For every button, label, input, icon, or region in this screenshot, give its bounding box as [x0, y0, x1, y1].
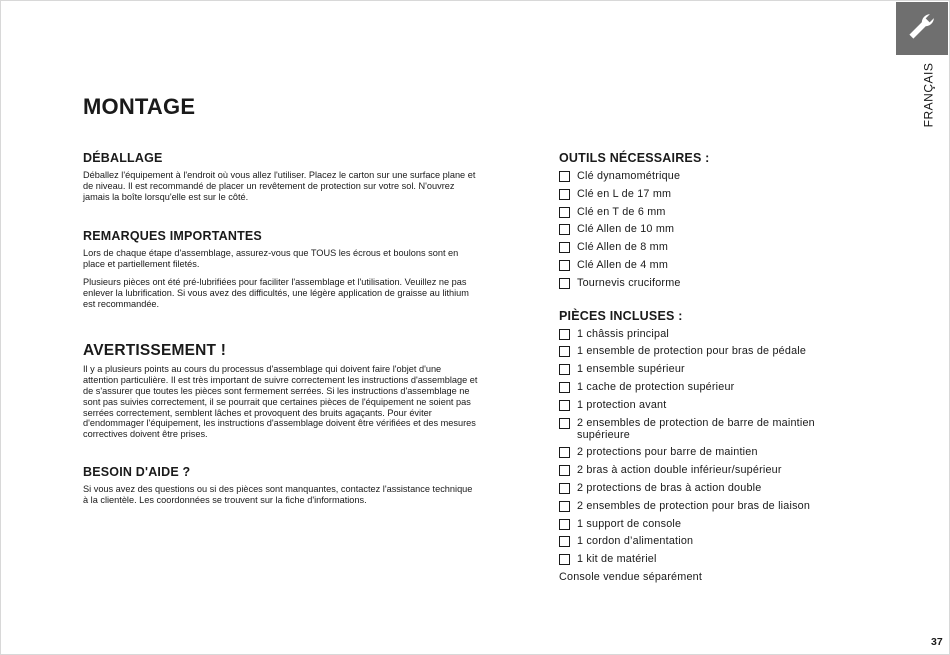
list-item — [559, 363, 859, 375]
list-item-label: 1 ensemble supérieur — [577, 363, 685, 376]
checkbox[interactable] — [559, 260, 570, 271]
checkbox[interactable] — [559, 501, 570, 512]
list-item-label: 1 cordon d’alimentation — [577, 535, 694, 548]
checkbox[interactable] — [559, 189, 570, 200]
list-item — [559, 381, 859, 393]
list-item — [559, 482, 859, 494]
list-item-label: Tournevis cruciforme — [577, 276, 681, 289]
section-avertissement — [83, 342, 478, 440]
list-item — [559, 500, 859, 512]
besoin-aide-text: Si vous avez des questions ou si des pièces sont manquantes, contactez l'assistance technique à la clientèle. Les coordonnées se trouvent sur la fiche d'informations. — [83, 483, 473, 505]
list-item — [559, 399, 859, 411]
language-tab — [910, 60, 946, 130]
list-item — [559, 446, 859, 458]
checkbox[interactable] — [559, 554, 570, 565]
list-item-label: Clé en L de 17 mm — [577, 187, 672, 200]
list-item-label: Clé Allen de 8 mm — [577, 241, 669, 254]
list-item — [559, 223, 859, 235]
list-item — [559, 170, 859, 182]
deballage-text: Déballez l'équipement à l'endroit où vous allez l'utiliser. Placez le carton sur une surface plane et de niveau. Il est recommandé de placer un revêtement de protection sur votre sol. N'ouvrez jamais la boîte lorsqu'elle est sur le côté. — [83, 170, 476, 202]
list-item-label: Clé Allen de 4 mm — [577, 258, 669, 271]
avertissement-heading: AVERTISSEMENT ! — [83, 342, 227, 360]
right-column — [559, 151, 859, 583]
outils-heading: OUTILS NÉCESSAIRES : — [559, 151, 710, 165]
checkbox[interactable] — [559, 224, 570, 235]
list-item-label: 2 protections de bras à action double — [577, 481, 762, 494]
checkbox[interactable] — [559, 278, 570, 289]
section-deballage — [83, 151, 478, 202]
checkbox[interactable] — [559, 483, 570, 494]
list-item-label: Clé en T de 6 mm — [577, 205, 666, 218]
remarques-heading: REMARQUES IMPORTANTES — [83, 229, 262, 244]
checkbox[interactable] — [559, 465, 570, 476]
checkbox[interactable] — [559, 364, 570, 375]
checkbox[interactable] — [559, 536, 570, 547]
list-item — [559, 277, 859, 289]
list-item — [559, 553, 859, 565]
list-item-label: Clé Allen de 10 mm — [577, 223, 675, 236]
page-number: 37 — [931, 636, 943, 648]
checkbox[interactable] — [559, 346, 570, 357]
list-item-label: 1 ensemble de protection pour bras de pédale — [577, 345, 807, 358]
checkbox[interactable] — [559, 242, 570, 253]
avertissement-text: Il y a plusieurs points au cours du processus d'assemblage qui doivent faire l'objet d'une attention particulière. Il est très important de suivre correctement les instructions d'assemblage et de s'assurer que toutes les pièces sont fermement serrées. Si les instructions d'assemblage ne sont pas suivies correctement, il se pourrait que certaines pièces de l'équipement ne soient pas serrées correctement, semblent lâches et provoquent des bruits agaçants. Pour éviter d'endommager l'équipement, les instructions d'assemblage doivent être vérifiées et des mesures correctives doivent être prises. — [83, 364, 478, 440]
checkbox[interactable] — [559, 400, 570, 411]
list-item-label: 2 bras à action double inférieur/supérieur — [577, 464, 782, 477]
pieces-list — [559, 328, 859, 566]
list-item-label: 2 ensembles de protection pour bras de liaison — [577, 499, 811, 512]
wrench-icon — [904, 8, 940, 49]
list-item-label: 1 protection avant — [577, 398, 667, 411]
checkbox[interactable] — [559, 207, 570, 218]
pieces-heading: PIÈCES INCLUSES : — [559, 308, 683, 323]
list-item-label: 1 kit de matériel — [577, 553, 657, 566]
outils-list — [559, 170, 859, 289]
list-item — [559, 328, 859, 340]
checkbox[interactable] — [559, 418, 570, 429]
section-tab — [896, 2, 948, 55]
console-note: Console vendue séparément — [559, 570, 703, 583]
remarques-text-1: Lors de chaque étape d'assemblage, assurez-vous que TOUS les écrous et boulons sont en place et partiellement filetés. — [83, 248, 459, 270]
checkbox[interactable] — [559, 171, 570, 182]
checkbox[interactable] — [559, 329, 570, 340]
section-besoin-aide — [83, 465, 478, 506]
list-item-label: Clé dynamométrique — [577, 170, 681, 182]
list-item — [559, 241, 859, 253]
checkbox[interactable] — [559, 382, 570, 393]
list-item — [559, 345, 859, 357]
deballage-heading: DÉBALLAGE — [83, 151, 163, 165]
checkbox[interactable] — [559, 447, 570, 458]
list-item-label: 1 cache de protection supérieur — [577, 380, 735, 393]
besoin-aide-heading: BESOIN D'AIDE ? — [83, 464, 191, 479]
list-item — [559, 518, 859, 530]
list-item — [559, 259, 859, 271]
checkbox[interactable] — [559, 519, 570, 530]
page-title: MONTAGE — [83, 94, 196, 119]
section-outils — [559, 151, 859, 289]
language-label: FRANÇAIS — [921, 62, 935, 128]
section-remarques — [83, 229, 478, 309]
remarques-text-2: Plusieurs pièces ont été pré-lubrifiées pour faciliter l'assemblage et l'utilisation. Veuillez ne pas enlever la lubrification. Si vous avez des difficultés, une légère application de graisse au lithium est recommandée. — [83, 276, 469, 309]
list-item-label: 1 support de console — [577, 517, 682, 530]
left-column — [83, 151, 478, 513]
list-item-label: 1 châssis principal — [577, 327, 670, 340]
list-item-label: 2 ensembles de protection de barre de maintien supérieure — [577, 416, 815, 441]
list-item — [559, 188, 859, 200]
list-item — [559, 206, 859, 218]
list-item-label: 2 protections pour barre de maintien — [577, 446, 758, 459]
list-item — [559, 417, 859, 441]
section-pieces — [559, 309, 859, 583]
list-item — [559, 464, 859, 476]
list-item — [559, 535, 859, 547]
